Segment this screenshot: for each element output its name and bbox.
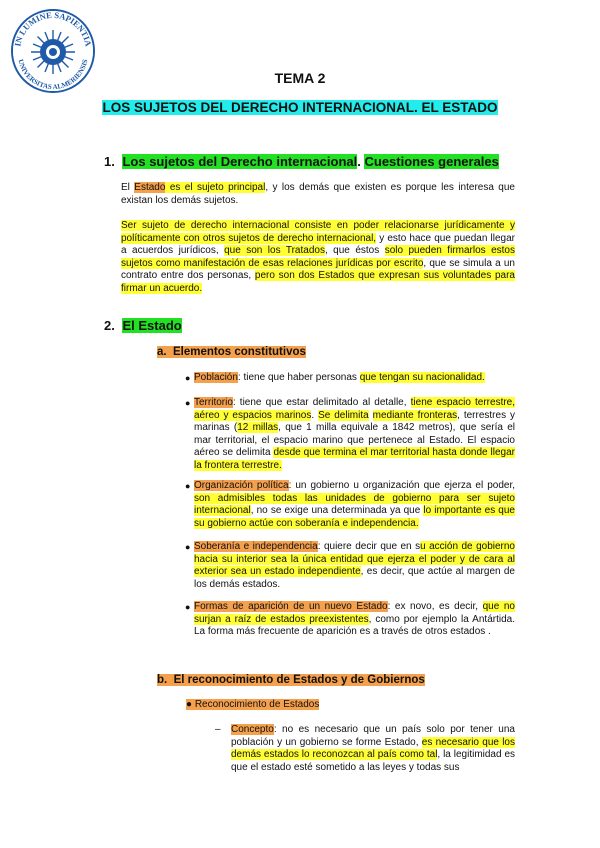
highlighted-text: desde que termina el mar territorial hasta donde llegar la frontera terrestre.	[194, 447, 515, 471]
highlighted-text: son admisibles todas las unidades de gobierno para ser sujeto internacional	[194, 492, 515, 517]
highlighted-text: es el sujeto principal	[165, 182, 266, 193]
page-title: TEMA 2	[274, 70, 326, 86]
section-1-heading	[104, 154, 499, 169]
list-item-soberania	[185, 541, 515, 591]
seal-university-name: UNIVERSITAS ALMERIENSIS	[16, 58, 90, 92]
text-run: , y los demás que existen es porque les interesa que existan los demás sujetos.	[121, 182, 515, 206]
text-run: , es decir, que actúe al margen de los demás estados.	[194, 566, 515, 590]
highlighted-text: Soberanía e independencia	[194, 541, 318, 552]
section-2-heading	[104, 318, 182, 333]
text-run: : tiene que haber personas	[237, 372, 360, 383]
dash-item-concepto	[215, 724, 516, 774]
highlighted-text: u acción de gobierno hacia su interior sea la única entidad que ejerza el poder y de cara al exterior sea un estado independiente	[194, 541, 515, 578]
highlighted-text: Estado	[134, 182, 166, 193]
section-1-title-part2: Cuestiones generales	[364, 154, 499, 169]
text-run: : tiene que estar delimitado al detalle,	[232, 397, 411, 408]
document-title-banner	[0, 100, 600, 115]
text-run: : quiere decir que en s	[317, 541, 421, 552]
highlighted-text: Organización política	[194, 480, 289, 491]
highlighted-text: Formas de aparición de un nuevo Estado	[194, 601, 388, 612]
highlighted-text: que tengan su nacionalidad.	[359, 372, 485, 383]
section-1-paragraph-1	[121, 182, 515, 207]
section-2-number: 2.	[104, 318, 115, 333]
bullet-icon: ●	[185, 602, 191, 612]
text-run: , como por ejemplo la Antártida. La forma más frecuente de aparición es a través de otros estados .	[194, 613, 515, 638]
document-title: LOS SUJETOS DEL DERECHO INTERNACIONAL. EL ESTADO	[102, 100, 498, 115]
text-run: y esto hace que puedan llegar a acuerdos jurídicos,	[121, 232, 515, 257]
text-run: , terrestres y marinas (	[194, 409, 515, 434]
text-run: : ex novo, es decir,	[387, 601, 483, 612]
text-run: , que se simula a un contrato entre dos personas,	[121, 257, 515, 282]
list-item-organizacion	[185, 480, 515, 530]
text-run: , la legitimidad es que el estado esté sometido a las leyes y todas sus	[231, 749, 516, 773]
list-item-reconocimiento	[186, 699, 319, 712]
seal-motto: IN LUMINE SAPIENTIA	[12, 9, 94, 48]
section-1-paragraph-2	[121, 220, 515, 296]
text-run: , que 1 milla equivale a 1842 metros), que sería el mar territorial, el espacio marino que pertenece al Estado. El espacio aéreo se delimita	[194, 422, 515, 459]
subsection-a-label: a. Elementos constitutivos	[157, 346, 306, 358]
bullet-icon: ●	[185, 481, 191, 491]
text-run: .	[311, 409, 319, 421]
highlighted-text: tiene espacio terrestre, aéreo y espacios marinos	[194, 397, 516, 421]
highlighted-text: Se delimita	[318, 409, 369, 421]
list-item-poblacion	[185, 372, 515, 385]
highlighted-text: que no surjan a raíz de estados preexistentes	[194, 601, 515, 625]
text-run: : un gobierno u organización que ejerza el poder,	[288, 480, 515, 491]
text-run: , no se exige una determinada ya que	[250, 505, 424, 517]
highlighted-text: Ser sujeto de derecho internacional consiste en poder relacionarse jurídicamente y políticamente con otros sujetos de derecho internacional,	[121, 220, 515, 244]
highlighted-text: Población	[194, 372, 238, 383]
highlighted-text: pero son dos Estados que expresan sus voluntades para firmar un acuerdo.	[121, 270, 515, 294]
highlighted-text: solo pueden firmarlos estos sujetos como manifestación de esas relaciones jurídicas por escrito	[121, 245, 515, 269]
list-item-territorio	[185, 397, 516, 473]
section-1-title-sep: .	[357, 154, 365, 169]
highlighted-text: mediante fronteras	[372, 409, 458, 421]
text-run: : no es necesario que un país solo por tener una población y un gobierno se forme Estado,	[231, 724, 515, 748]
bullet-icon: ●	[185, 398, 191, 408]
highlighted-text: Concepto	[231, 724, 274, 735]
highlighted-text: Territorio	[194, 397, 233, 408]
subsection-b-heading	[157, 674, 425, 686]
text-run: El	[121, 182, 135, 193]
text-run: , que éstos	[324, 245, 385, 257]
bullet-icon: ●	[185, 542, 191, 552]
reconocimiento-label: ● Reconocimiento de Estados	[186, 699, 320, 710]
highlighted-text: lo importante es que su gobierno actúe con soberanía e independencia.	[194, 505, 515, 529]
bullet-icon: ●	[185, 373, 191, 383]
highlighted-text: que son los Tratados	[224, 245, 325, 257]
section-1-title-part1: Los sujetos del Derecho internacional	[122, 154, 358, 169]
subsection-a-heading	[157, 346, 306, 358]
dash-icon: –	[215, 724, 221, 735]
list-item-formas-aparicion	[185, 601, 515, 639]
section-2-title: El Estado	[122, 318, 182, 333]
subsection-b-label: b. El reconocimiento de Estados y de Gobiernos	[157, 674, 425, 686]
highlighted-text: 12 millas	[237, 422, 279, 434]
highlighted-text: es necesario que los demás estados lo reconozcan al país como tal	[231, 736, 515, 761]
section-1-number: 1.	[104, 154, 115, 169]
